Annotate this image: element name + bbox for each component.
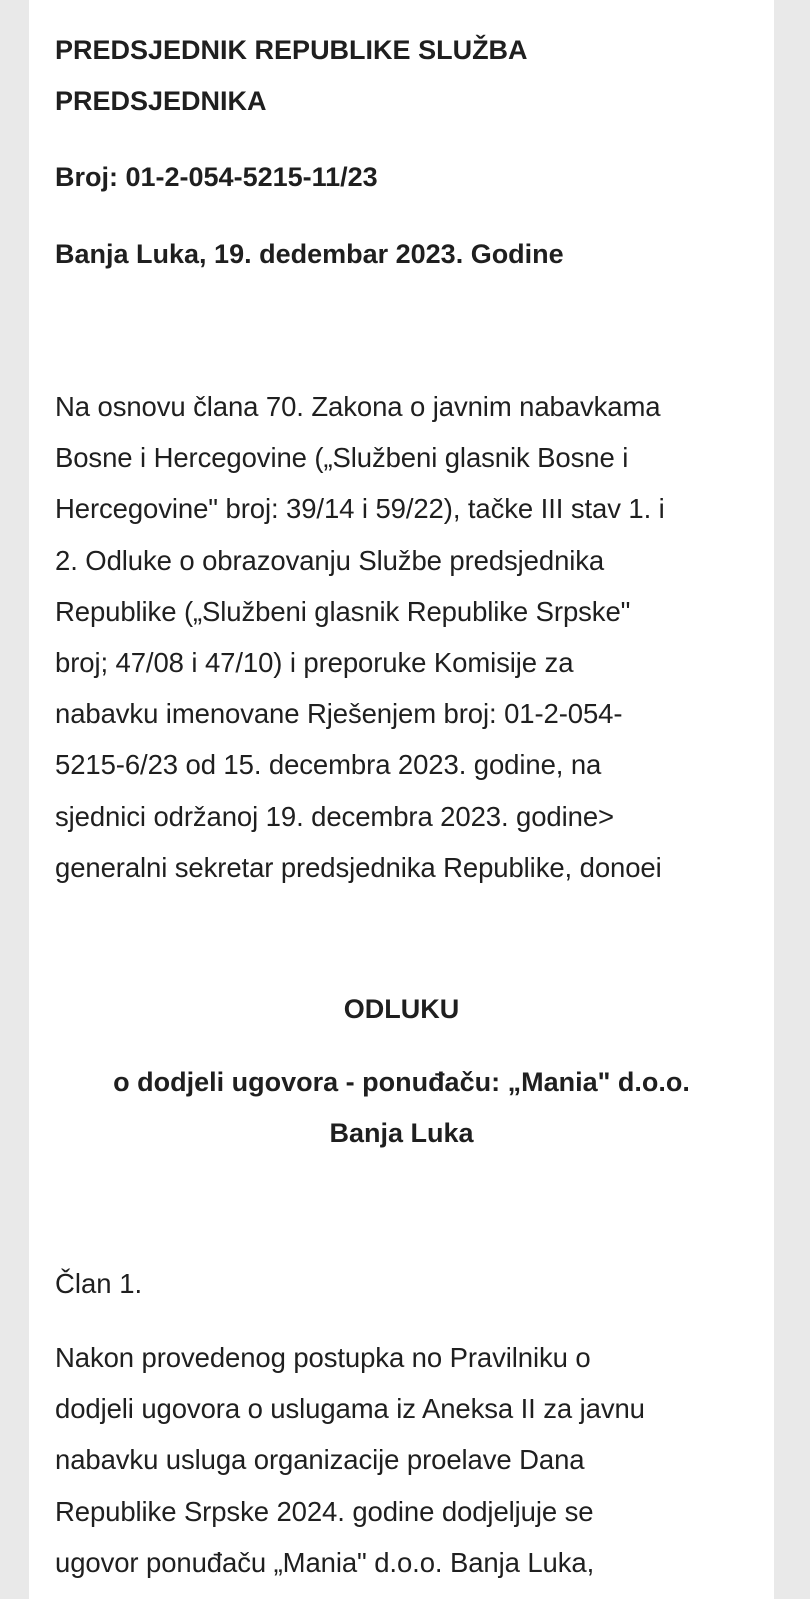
- intro-line: nabavku imenovane Rješenjem broj: 01-2-054-: [55, 698, 623, 730]
- intro-line: Hercegovine" broj: 39/14 i 59/22), tačke III stav 1. i: [55, 493, 665, 525]
- decision-subtitle-line-1: o dodjeli ugovora - ponuđaču: „Mania" d.o.o.: [113, 1067, 690, 1097]
- article-line: dodjeli ugovora o uslugama iz Aneksa II za javnu: [55, 1393, 645, 1425]
- intro-paragraph: [55, 381, 774, 893]
- article-line: ugovor ponuđaču „Mania" d.o.o. Banja Luka,: [55, 1546, 595, 1578]
- intro-line: 2. Odluke o obrazovanju Službe predsjednika: [55, 544, 605, 576]
- header-line-2: PREDSJEDNIKA: [55, 86, 267, 116]
- place-date: Banja Luka, 19. dedembar 2023. Godine: [55, 239, 564, 269]
- intro-line: Bosne i Hercegovine („Službeni glasnik Bosne i: [55, 442, 629, 474]
- document-page: [29, 0, 774, 1599]
- intro-line: generalni sekretar predsjednika Republike, donoei: [55, 851, 662, 883]
- reference-number: Broj: 01-2-054-5215-11/23: [55, 162, 378, 192]
- intro-line: Na osnovu člana 70. Zakona o javnim nabavkama: [55, 391, 661, 422]
- decision-subtitle: [29, 1057, 774, 1159]
- article-paragraph: [55, 1332, 774, 1588]
- decision-subtitle-line-2: Banja Luka: [329, 1118, 474, 1148]
- article-label: Član 1.: [55, 1268, 143, 1299]
- header-line-1: PREDSJEDNIK REPUBLIKE SLUŽBA: [55, 35, 528, 65]
- intro-line: broj; 47/08 i 47/10) i preporuke Komisije za: [55, 647, 574, 679]
- intro-line: sjednici održanoj 19. decembra 2023. godine>: [55, 800, 614, 832]
- intro-line: 5215-6/23 od 15. decembra 2023. godine, na: [55, 749, 602, 781]
- article-line: nabavku usluga organizacije proelave Dana: [55, 1444, 585, 1476]
- decision-title: ODLUKU: [343, 994, 460, 1024]
- document-header: [55, 25, 755, 127]
- article-line: Nakon provedenog postupka no Pravilniku o: [55, 1342, 591, 1373]
- intro-line: Republike („Službeni glasnik Republike Srpske": [55, 595, 631, 627]
- article-line: Republike Srpske 2024. godine dodjeljuje se: [55, 1495, 594, 1527]
